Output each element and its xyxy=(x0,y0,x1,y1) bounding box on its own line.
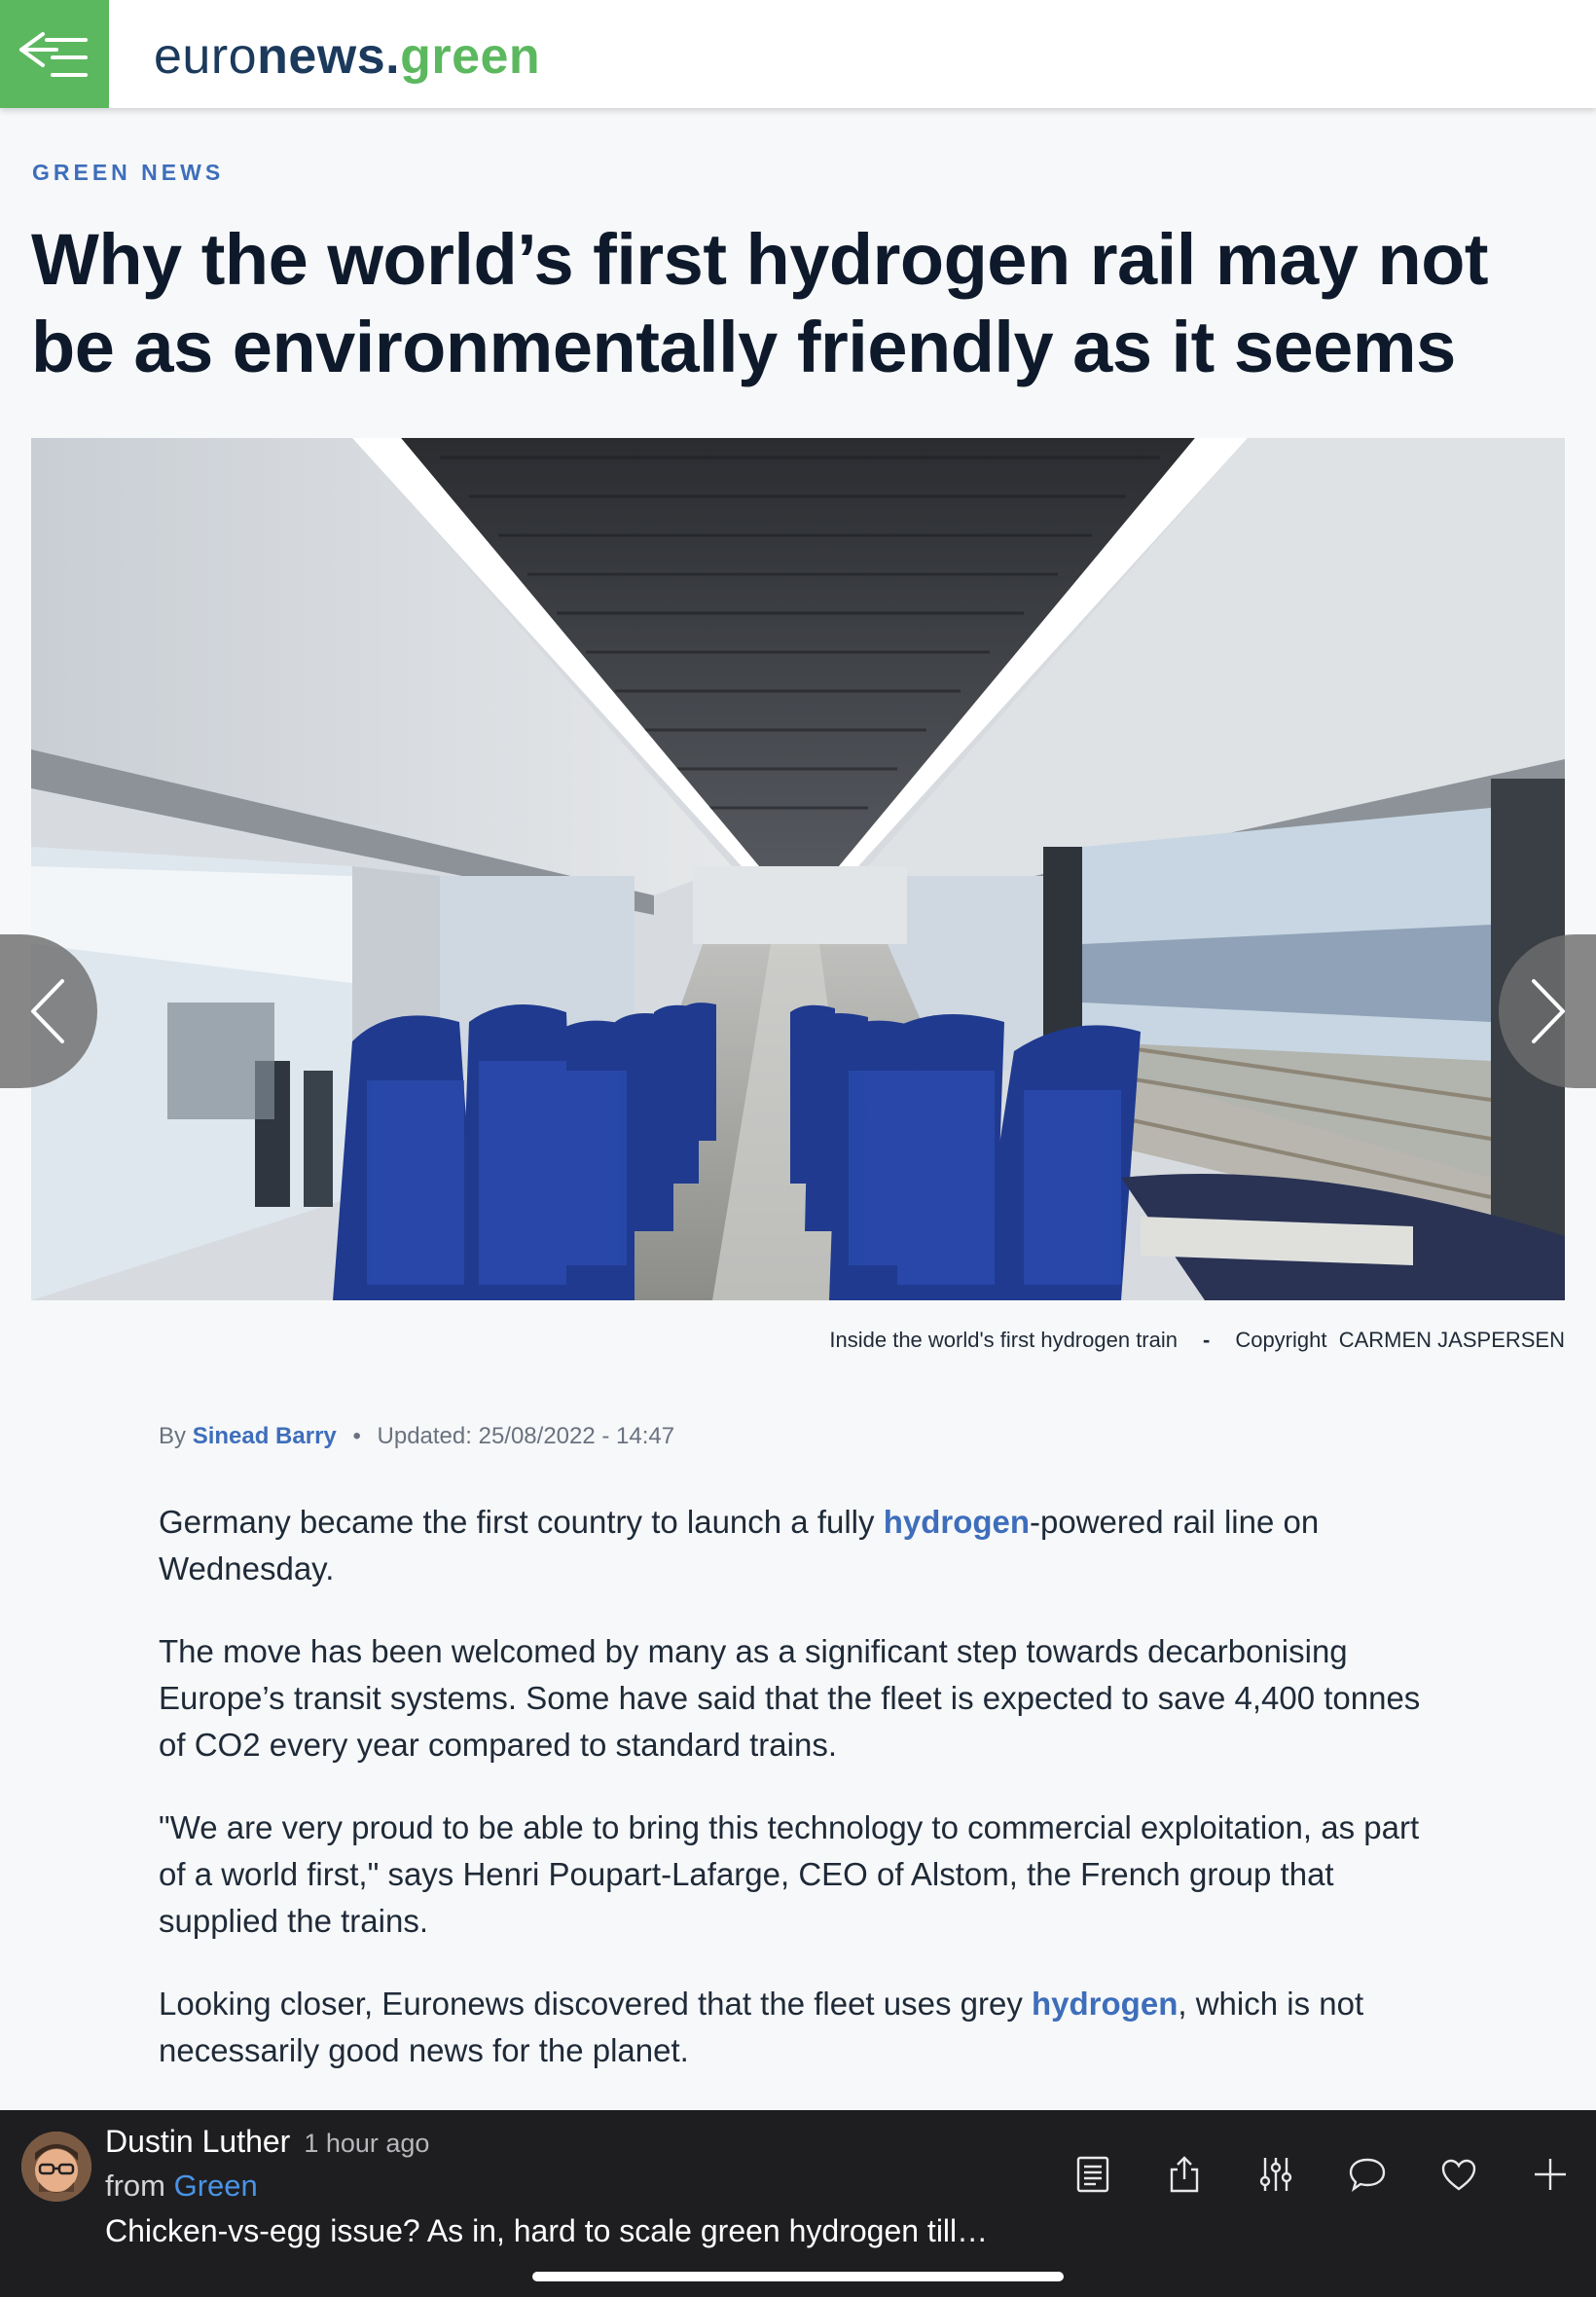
article-body xyxy=(159,1499,1453,2110)
commenter-name[interactable]: Dustin Luther xyxy=(105,2124,291,2159)
comment-source-line xyxy=(105,2169,258,2204)
hydrogen-topic-link[interactable]: hydrogen xyxy=(883,1504,1031,1540)
logo-part-green: green xyxy=(400,28,541,85)
from-label: from xyxy=(105,2169,165,2203)
comment-source-link[interactable]: Green xyxy=(173,2169,258,2203)
paragraph-text: , which is not necessarily good news for the planet. xyxy=(159,1986,1364,2068)
commenter-line xyxy=(105,2124,429,2160)
paragraph-text: "We are very proud to be able to bring this technology to commercial exploitation, as part of a world first," says Henri Poupart-Lafarge, CEO of Alstom, the French group that supplied the trains. xyxy=(159,1809,1420,1939)
home-indicator[interactable] xyxy=(532,2272,1064,2281)
share-icon xyxy=(1164,2154,1205,2195)
caption-text: Inside the world's first hydrogen train xyxy=(829,1328,1178,1352)
heart-icon xyxy=(1438,2154,1479,2195)
plus-icon xyxy=(1530,2154,1571,2195)
settings-button[interactable] xyxy=(1230,2145,1322,2204)
comment-time: 1 hour ago xyxy=(304,2129,430,2158)
euronews-green-logo[interactable] xyxy=(154,27,540,86)
memoji-avatar-icon xyxy=(21,2132,91,2202)
updated-timestamp: Updated: 25/08/2022 - 14:47 xyxy=(377,1423,675,1449)
comment-bar[interactable] xyxy=(0,2110,1596,2297)
site-header xyxy=(0,0,1596,108)
chevron-left-icon xyxy=(27,977,70,1045)
comment-snippet[interactable]: Chicken-vs-egg issue? As in, hard to scale green hydrogen till… xyxy=(105,2213,989,2248)
hydrogen-topic-link[interactable]: hydrogen xyxy=(1032,1986,1179,2022)
paragraph-text: Germany became the first country to launch a fully xyxy=(159,1504,884,1540)
back-menu-icon xyxy=(18,20,91,89)
menu-button[interactable] xyxy=(0,0,109,108)
reader-button[interactable] xyxy=(1047,2145,1139,2204)
add-button[interactable] xyxy=(1505,2145,1596,2204)
comment-icon xyxy=(1347,2154,1388,2195)
article-paragraph xyxy=(159,1981,1453,2074)
logo-part-news: news. xyxy=(257,28,401,85)
article-paragraph xyxy=(159,1805,1453,1945)
like-button[interactable] xyxy=(1413,2145,1505,2204)
paragraph-text: -powered rail line on Wednesday. xyxy=(159,1504,1320,1586)
paragraph-text: The move has been welcomed by many as a significant step towards decarbonising Europe’s transit systems. Some have said that the fleet is expected to save 4,400 tonnes of CO2 every year compared to standard trains. xyxy=(159,1633,1421,1763)
copyright-label: Copyright xyxy=(1235,1328,1327,1352)
commenter-avatar[interactable] xyxy=(21,2132,91,2202)
hero-image xyxy=(31,438,1565,1300)
bottom-toolbar xyxy=(1047,2145,1596,2204)
article-category[interactable]: GREEN NEWS xyxy=(32,160,225,185)
byline xyxy=(159,1423,674,1450)
chevron-right-icon xyxy=(1526,977,1569,1045)
author-link[interactable]: Sinead Barry xyxy=(192,1423,337,1449)
image-caption xyxy=(829,1328,1565,1353)
paragraph-text: Looking closer, Euronews discovered that the fleet uses grey xyxy=(159,1986,1033,2022)
reader-icon xyxy=(1072,2154,1113,2195)
settings-sliders-icon xyxy=(1255,2154,1296,2195)
share-button[interactable] xyxy=(1139,2145,1230,2204)
byline-prefix: By xyxy=(159,1423,187,1449)
caption-separator: - xyxy=(1203,1328,1211,1352)
byline-dot: • xyxy=(352,1423,361,1449)
article-paragraph xyxy=(159,1628,1453,1768)
article-paragraph xyxy=(159,1499,1453,1592)
copyright-holder: CARMEN JASPERSEN xyxy=(1338,1328,1565,1352)
train-interior-illustration xyxy=(31,438,1565,1300)
article-title: Why the world’s first hydrogen rail may not be as environmentally friendly as it seems xyxy=(31,219,1489,387)
comment-button[interactable] xyxy=(1322,2145,1413,2204)
logo-part-euro: euro xyxy=(154,28,258,85)
